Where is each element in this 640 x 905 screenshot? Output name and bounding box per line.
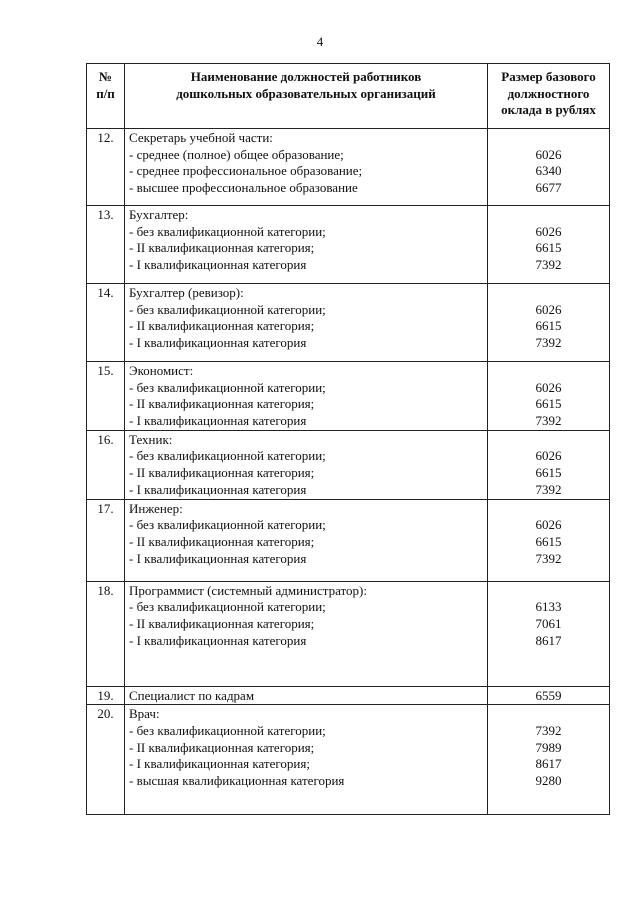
position-category: - II квалификационная категория; [129,615,315,631]
position-category: - высшая квалификационная категория [129,772,345,788]
header-text: п/п [96,85,115,101]
salary-spacer [488,583,609,600]
salary-value: 8617 [535,756,562,772]
position-title: Бухгалтер (ревизор): [129,285,244,300]
table-row [87,499,610,581]
position-title: Врач: [129,706,160,722]
position-category: - I квалификационная категория [129,632,307,648]
table-row [87,705,610,815]
salary-value: 7392 [535,257,562,273]
table-row [87,284,610,362]
salary-cell [488,284,610,362]
position-cell [125,362,488,431]
salary-value: 7989 [535,739,562,755]
row-number: 19. [87,686,125,705]
salary-value: 7392 [535,550,562,566]
salary-cell [488,686,610,705]
table-row [87,362,610,431]
row-number: 16. [87,430,125,499]
salary-value: 6340 [535,163,562,179]
salary-spacer [488,285,609,302]
salary-value: 6026 [535,448,562,464]
salary-spacer [488,501,609,518]
position-category: - II квалификационная категория; [129,533,315,549]
position-category: - I квалификационная категория [129,257,307,273]
position-cell [125,581,488,686]
table-row [87,430,610,499]
salary-value: 6026 [535,517,562,533]
salary-value: 7392 [535,722,562,738]
position-category: - I квалификационная категория [129,481,307,497]
salary-value: 6026 [535,146,562,162]
table-row [87,686,610,705]
salary-value: 6615 [535,318,562,334]
position-title: Экономист: [129,363,194,378]
salary-value: 7061 [535,615,562,631]
row-number: 12. [87,129,125,206]
position-category: - I квалификационная категория [129,550,307,566]
salary-value: 7392 [535,413,562,429]
header-position-name [125,64,488,129]
row-number: 14. [87,284,125,362]
position-category: - II квалификационная категория; [129,240,315,256]
position-category: - без квалификационной категории; [129,223,326,239]
position-category: - II квалификационная категория; [129,465,315,481]
table-row [87,581,610,686]
header-number [87,64,125,129]
salary-spacer [488,130,609,147]
position-title: Специалист по кадрам [129,687,255,703]
salary-cell [488,581,610,686]
position-title: Секретарь учебной части: [129,130,273,145]
salary-value: 6026 [535,301,562,317]
salary-cell [488,705,610,815]
position-category: - I квалификационная категория [129,413,307,429]
header-text: дошкольных образовательных организаций [176,85,436,101]
salary-spacer [488,207,609,224]
position-category: - среднее профессиональное образование; [129,163,363,179]
salary-cell [488,129,610,206]
position-cell [125,705,488,815]
salary-value: 9280 [535,772,562,788]
header-text: оклада в рублях [501,102,596,118]
position-cell [125,284,488,362]
position-category: - без квалификационной категории; [129,517,326,533]
salary-table [86,63,610,815]
salary-value: 6559 [535,687,562,703]
position-category: - II квалификационная категория; [129,318,315,334]
header-text: Размер базового [501,69,596,84]
salary-cell [488,430,610,499]
salary-spacer [488,363,609,380]
salary-cell [488,499,610,581]
position-category: - без квалификационной категории; [129,722,326,738]
position-category: - без квалификационной категории; [129,448,326,464]
position-category: - I квалификационная категория [129,335,307,351]
salary-value: 6615 [535,240,562,256]
position-cell [125,129,488,206]
position-category: - I квалификационная категория; [129,756,310,772]
row-number: 15. [87,362,125,431]
position-category: - без квалификационной категории; [129,379,326,395]
table-row [87,206,610,284]
salary-value: 6133 [535,599,562,615]
salary-value: 6026 [535,223,562,239]
position-title: Техник: [129,431,173,447]
salary-cell [488,362,610,431]
row-number: 18. [87,581,125,686]
salary-value: 6677 [535,180,562,196]
page-number: 4 [316,34,324,49]
header-salary [488,64,610,129]
position-category: - без квалификационной категории; [129,301,326,317]
position-cell [125,206,488,284]
salary-value: 7392 [535,481,562,497]
row-number: 13. [87,206,125,284]
salary-value: 7392 [535,335,562,351]
position-category: - среднее (полное) общее образование; [129,146,344,162]
position-title: Инженер: [129,500,183,516]
salary-spacer [488,432,609,449]
salary-cell [488,206,610,284]
salary-spacer [488,706,609,723]
row-number: 17. [87,499,125,581]
header-text: № [98,69,113,84]
position-title: Программист (системный администратор): [129,582,367,598]
table-row [87,129,610,206]
position-category: - II квалификационная категория; [129,396,315,412]
position-cell [125,499,488,581]
position-category: - без квалификационной категории; [129,599,326,615]
position-cell [125,686,488,705]
header-text: Наименование должностей работников [190,69,422,84]
header-text: должностного [507,85,590,101]
position-category: - II квалификационная категория; [129,739,315,755]
table-header-row [87,64,610,129]
salary-value: 6615 [535,533,562,549]
row-number: 20. [87,705,125,815]
salary-value: 6026 [535,379,562,395]
salary-value: 6615 [535,396,562,412]
salary-value: 6615 [535,465,562,481]
salary-value: 8617 [535,632,562,648]
position-title: Бухгалтер: [129,207,189,222]
position-cell [125,430,488,499]
position-category: - высшее профессиональное образование [129,180,358,196]
